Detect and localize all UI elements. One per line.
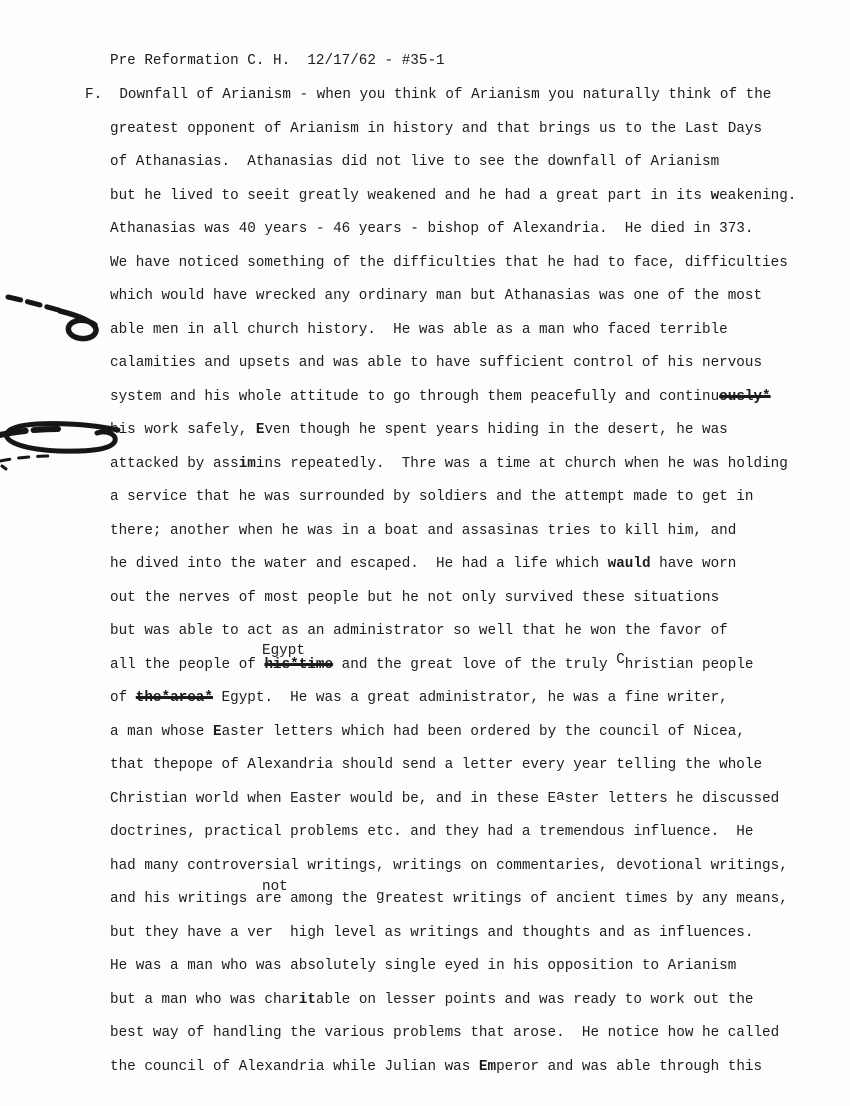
text-run: the council of Alexandria while Julian was bbox=[110, 1058, 479, 1075]
text-run: Egypt. He was a great administrator, he was a fine writer, bbox=[212, 690, 728, 706]
text-line bbox=[110, 721, 745, 743]
text-run: system and his whole attitude to go through them peacefully and continu bbox=[110, 388, 720, 405]
text-run: E bbox=[255, 422, 265, 438]
text-run: it bbox=[298, 991, 316, 1008]
text-run: and his writings are among the bbox=[110, 891, 376, 907]
text-run: but was able to act as an administrator so well that he won the favor of bbox=[110, 623, 728, 639]
text-run: greatest opponent of Arianism in history and that brings us to the Last Days bbox=[110, 120, 763, 137]
text-run: Em bbox=[478, 1058, 497, 1075]
text-run: not bbox=[262, 879, 288, 895]
text-line bbox=[85, 84, 771, 106]
text-line bbox=[110, 620, 728, 642]
text-run: aster letters which had been ordered by the council of Nicea, bbox=[221, 723, 745, 740]
text-run: of Athanasias. Athanasias did not live to see the downfall of Arianism bbox=[110, 154, 720, 170]
text-run: all the people of bbox=[110, 656, 265, 673]
text-run: Christian world when Easter would be, and in these E bbox=[110, 790, 557, 807]
text-line bbox=[110, 587, 719, 609]
text-run: able on lesser points and was ready to work out the bbox=[315, 991, 754, 1008]
text-run: Egypt bbox=[262, 643, 305, 659]
text-run: which would have wrecked any ordinary man but Athanasias was one of the most bbox=[110, 288, 763, 304]
text-line bbox=[110, 419, 728, 441]
text-line bbox=[110, 754, 762, 776]
text-line bbox=[110, 1022, 779, 1044]
text-run: g bbox=[375, 889, 385, 905]
text-run: C bbox=[616, 651, 625, 668]
text-run: Athanasias was 40 years - 46 years - bishop of Alexandria. He died in 373. bbox=[110, 221, 754, 237]
text-run: w bbox=[710, 187, 720, 204]
text-run: a man whose bbox=[110, 723, 213, 740]
struck-out-text: ously* bbox=[719, 388, 771, 405]
text-run: im bbox=[238, 455, 256, 472]
text-line bbox=[110, 118, 762, 140]
struck-out-text: his*time bbox=[264, 656, 334, 673]
text-run: able men in all church history. He was able as a man who faced terrible bbox=[110, 321, 728, 338]
text-line bbox=[110, 285, 762, 307]
text-run: ven though he spent years hiding in the desert, he was bbox=[264, 422, 728, 438]
page-header: Pre Reformation C. H. 12/17/62 - #35-1 bbox=[110, 53, 445, 69]
text-run: reatest writings of ancient times by any means, bbox=[384, 891, 788, 907]
text-run: of bbox=[110, 690, 136, 706]
text-run: best way of handling the various problems that arose. He notice how he called bbox=[110, 1025, 780, 1041]
text-line bbox=[110, 486, 753, 508]
text-run: We have noticed something of the difficulties that he had to face, difficulties bbox=[110, 254, 788, 271]
text-run: wauld bbox=[607, 556, 651, 572]
text-line bbox=[110, 553, 736, 575]
text-run: calamities and upsets and was able to have sufficient control of his nervous bbox=[110, 355, 763, 371]
text-line bbox=[110, 687, 728, 709]
text-run: F. Downfall of Arianism - when you think of Arianism you naturally think of the bbox=[85, 87, 772, 103]
text-run: out the nerves of most people but he not only survived these situations bbox=[110, 589, 720, 606]
text-run: his work safely, bbox=[110, 422, 256, 438]
text-line bbox=[110, 453, 788, 475]
text-line bbox=[110, 352, 762, 374]
text-line bbox=[110, 788, 779, 810]
text-run: peror and was able through this bbox=[496, 1058, 763, 1075]
text-run: ster letters he discussed bbox=[564, 790, 780, 807]
text-line bbox=[110, 1056, 762, 1078]
text-run: there; another when he was in a boat and assasinas tries to kill him, and bbox=[110, 522, 737, 539]
text-line bbox=[110, 520, 736, 542]
text-line bbox=[110, 955, 736, 977]
text-line bbox=[110, 989, 753, 1011]
text-run: eakening. bbox=[719, 187, 797, 204]
text-line bbox=[110, 922, 753, 944]
text-run: doctrines, practical problems etc. and they had a tremendous influence. He bbox=[110, 824, 754, 840]
text-run: but a man who was char bbox=[110, 991, 299, 1008]
text-run: E bbox=[212, 723, 222, 740]
text-run: He was a man who was absolutely single eyed in his opposition to Arianism bbox=[110, 958, 737, 974]
text-run: and the great love of the truly bbox=[333, 656, 617, 673]
text-line bbox=[110, 151, 719, 173]
text-run: hristian people bbox=[624, 656, 754, 673]
text-line bbox=[110, 821, 753, 843]
text-line bbox=[110, 319, 728, 341]
text-run: attacked by ass bbox=[110, 455, 239, 472]
text-run: but they have a ver high level as writings and thoughts and as influences. bbox=[110, 924, 754, 941]
text-run: had many controversial writings, writings on commentaries, devotional writings, bbox=[110, 857, 788, 874]
text-line bbox=[110, 855, 788, 877]
text-run: but he lived to seeit greatly weakened and he had a great part in its bbox=[110, 187, 711, 204]
pen-arrow-icon bbox=[8, 297, 96, 339]
text-run: ins repeatedly. Thre was a time at church when he was holding bbox=[255, 455, 788, 472]
text-line bbox=[110, 218, 753, 240]
text-run: a service that he was surrounded by soldiers and the attempt made to get in bbox=[110, 489, 754, 505]
text-run: have worn bbox=[650, 556, 737, 572]
text-run: a bbox=[556, 788, 565, 805]
text-line bbox=[110, 386, 771, 408]
text-line bbox=[110, 185, 796, 207]
text-line bbox=[110, 888, 788, 910]
text-line bbox=[110, 252, 788, 274]
text-run: that thepope of Alexandria should send a letter every year telling the whole bbox=[110, 757, 763, 773]
struck-out-text: the*area* bbox=[135, 690, 213, 706]
text-run: he dived into the water and escaped. He had a life which bbox=[110, 556, 608, 572]
pen-loop-icon bbox=[0, 424, 118, 469]
